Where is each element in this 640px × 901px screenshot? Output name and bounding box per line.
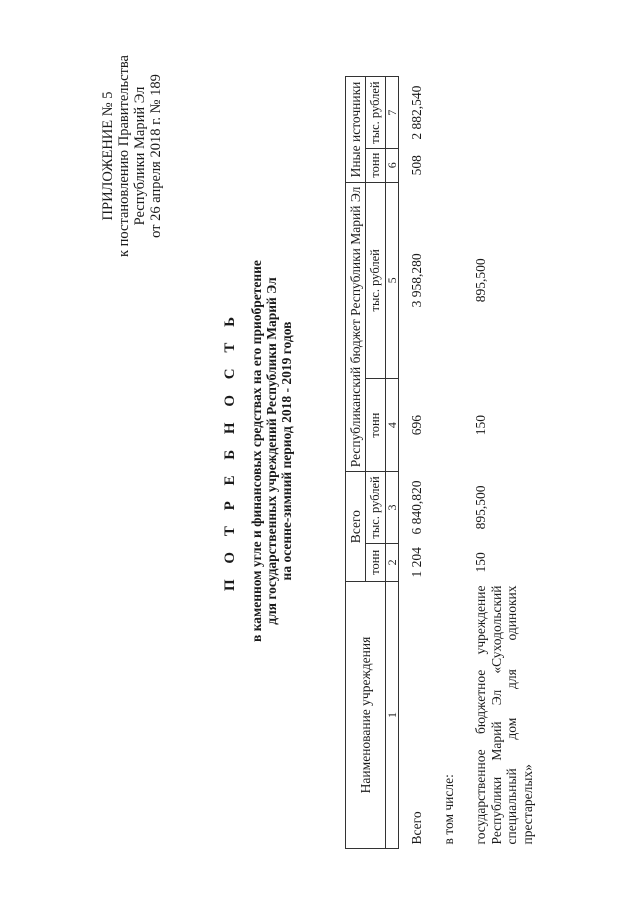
header-total: Всего — [346, 472, 366, 582]
row-total-other-rub: 2 882,540 — [409, 85, 424, 140]
header-total-rub: тыс. рублей — [366, 472, 386, 543]
subtitle-line-1: в каменном угле и финансовых средствах на его приобретение — [249, 260, 264, 642]
document-title: П О Т Р Е Б Н О С Т Ь — [222, 311, 238, 592]
row-institution-rb-tons: 150 — [473, 414, 488, 436]
col-number-2: 2 — [386, 543, 399, 581]
header-republic-budget: Республиканский бюджет Республики Марий Эл — [346, 182, 366, 472]
table-row-including — [439, 77, 471, 849]
row-institution-name: государственное бюджетное учреждение Республики Марий Эл «Суходольский специальный дом для одиноких престарелых» — [473, 585, 535, 845]
col-number-3: 3 — [386, 472, 399, 543]
title-block — [222, 61, 294, 841]
appendix-header — [100, 6, 164, 306]
row-total-rb-rub: 3 958,280 — [409, 253, 424, 308]
header-other-rub: тыс. рублей — [366, 77, 386, 148]
header-other-sources: Иные источники — [346, 77, 366, 182]
col-number-1: 1 — [386, 582, 399, 849]
row-institution-total-tons: 150 — [473, 552, 488, 573]
table-row-total — [399, 77, 440, 849]
header-total-tons: тонн — [366, 543, 386, 581]
row-total-name: Всего — [409, 811, 424, 845]
header-rb-tons: тонн — [366, 378, 386, 471]
col-number-6: 6 — [386, 148, 399, 182]
row-total-total-rub: 6 840,820 — [409, 480, 424, 535]
row-institution-other-rub — [471, 77, 537, 148]
row-total-other-tons: 508 — [409, 155, 424, 176]
col-number-5: 5 — [386, 182, 399, 378]
row-institution-rb-rub: 895,500 — [473, 258, 488, 303]
row-total-total-tons: 1 204 — [409, 547, 424, 578]
row-including-label: в том числе: — [441, 774, 456, 845]
row-total-rb-tons: 696 — [409, 414, 424, 436]
appendix-republic: Республики Марий Эл — [132, 86, 148, 226]
appendix-date: от 26 апреля 2018 г. № 189 — [148, 74, 164, 238]
table-row-institution — [471, 77, 537, 849]
col-number-4: 4 — [386, 378, 399, 471]
col-number-7: 7 — [386, 77, 399, 148]
appendix-decree-ref: к постановлению Правительства — [116, 55, 132, 257]
appendix-label: ПРИЛОЖЕНИЕ № 5 — [100, 91, 116, 221]
row-institution-total-rub: 895,500 — [473, 485, 488, 530]
header-institution-name: Наименование учреждения — [346, 582, 386, 849]
subtitle-line-3: на осенне-зимний период 2018 - 2019 годов — [279, 321, 294, 581]
document-subtitle — [249, 61, 294, 841]
subtitle-line-2: для государственных учреждений Республики Марий Эл — [264, 277, 279, 625]
header-other-tons: тонн — [366, 148, 386, 182]
needs-table — [345, 76, 537, 849]
header-rb-rub: тыс. рублей — [366, 182, 386, 378]
row-institution-other-tons — [471, 148, 537, 182]
